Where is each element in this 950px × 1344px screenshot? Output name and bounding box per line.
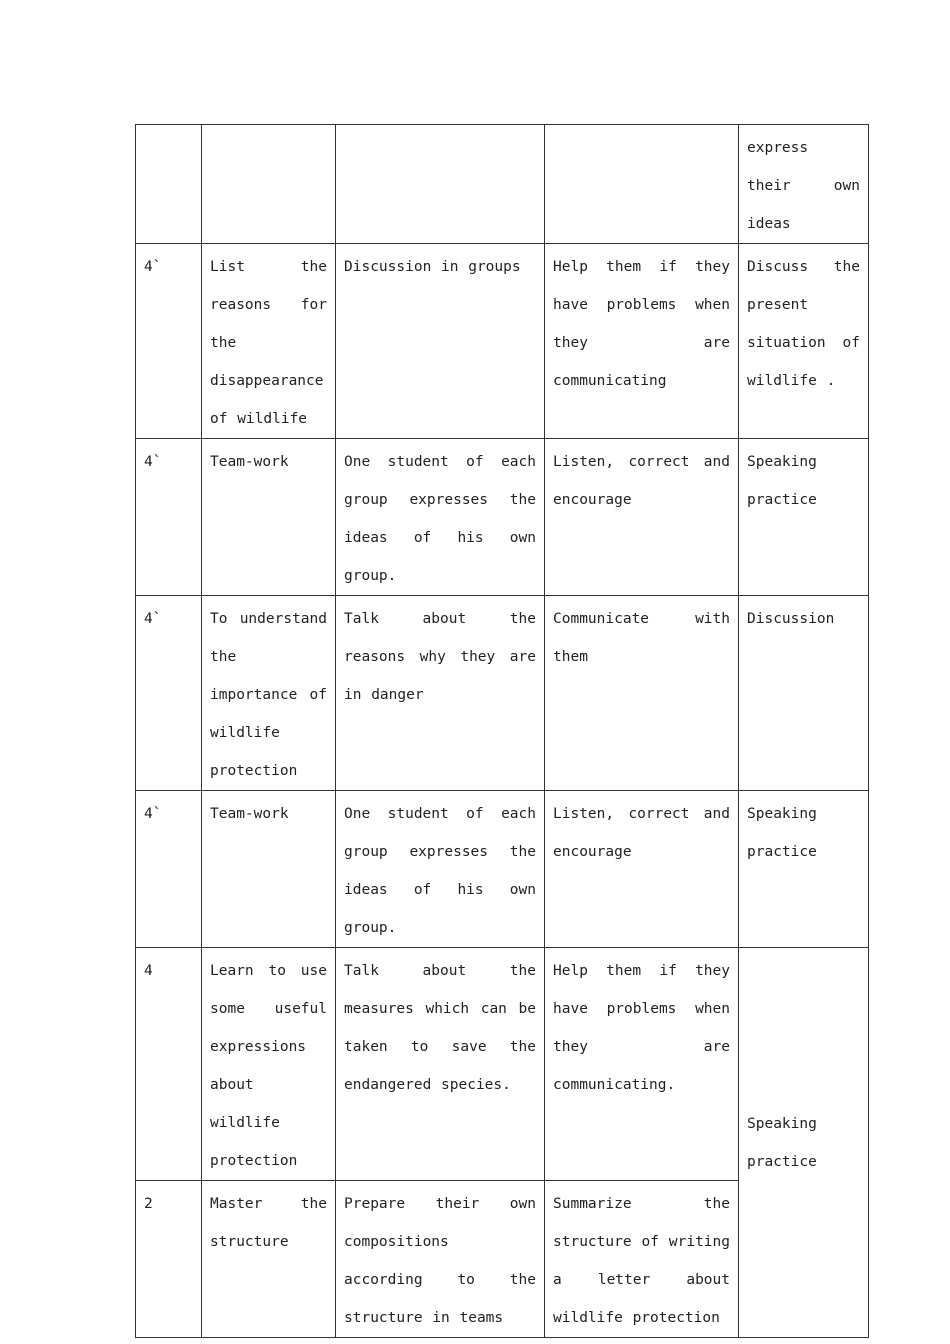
table-row [136, 948, 869, 1181]
table-row [136, 439, 869, 596]
table-row [136, 596, 869, 791]
student-activity-cell: One student of each group expresses the ideas of his own group. [336, 439, 545, 596]
aim-cell [202, 125, 336, 244]
purpose-cell: express their own ideas [739, 125, 869, 244]
teacher-activity-cell: Summarize the structure of writing a letter about wildlife protection [545, 1181, 739, 1338]
time-cell: 4` [136, 439, 202, 596]
teacher-activity-cell: Help them if they have problems when they are communicating. [545, 948, 739, 1181]
purpose-cell: Discussion [739, 596, 869, 791]
aim-cell: List the reasons for the disappearance of wildlife [202, 244, 336, 439]
student-activity-cell: Prepare their own compositions according to the structure in teams [336, 1181, 545, 1338]
time-cell: 4 [136, 948, 202, 1181]
teacher-activity-cell: Listen, correct and encourage [545, 439, 739, 596]
teacher-activity-cell: Help them if they have problems when they are communicating [545, 244, 739, 439]
purpose-cell: Speaking practice [739, 439, 869, 596]
aim-cell: To understand the importance of wildlife protection [202, 596, 336, 791]
time-cell: 4` [136, 244, 202, 439]
time-cell [136, 125, 202, 244]
student-activity-cell: Discussion in groups [336, 244, 545, 439]
aim-cell: Learn to use some useful expressions about wildlife protection [202, 948, 336, 1181]
table-row [136, 791, 869, 948]
teacher-activity-cell [545, 125, 739, 244]
purpose-cell: Speaking practice [739, 791, 869, 948]
time-cell: 4` [136, 791, 202, 948]
student-activity-cell: Talk about the reasons why they are in danger [336, 596, 545, 791]
purpose-cell: Discuss the present situation of wildlife . [739, 244, 869, 439]
student-activity-cell: Talk about the measures which can be taken to save the endangered species. [336, 948, 545, 1181]
table-row [136, 125, 869, 244]
student-activity-cell: One student of each group expresses the ideas of his own group. [336, 791, 545, 948]
teacher-activity-cell: Listen, correct and encourage [545, 791, 739, 948]
aim-cell: Team-work [202, 791, 336, 948]
purpose-cell: Speaking practice [739, 948, 869, 1338]
aim-cell: Master the structure [202, 1181, 336, 1338]
time-cell: 4` [136, 596, 202, 791]
student-activity-cell [336, 125, 545, 244]
aim-cell: Team-work [202, 439, 336, 596]
lesson-plan-table [135, 124, 869, 1338]
teacher-activity-cell: Communicate with them [545, 596, 739, 791]
time-cell: 2 [136, 1181, 202, 1338]
table-row [136, 244, 869, 439]
